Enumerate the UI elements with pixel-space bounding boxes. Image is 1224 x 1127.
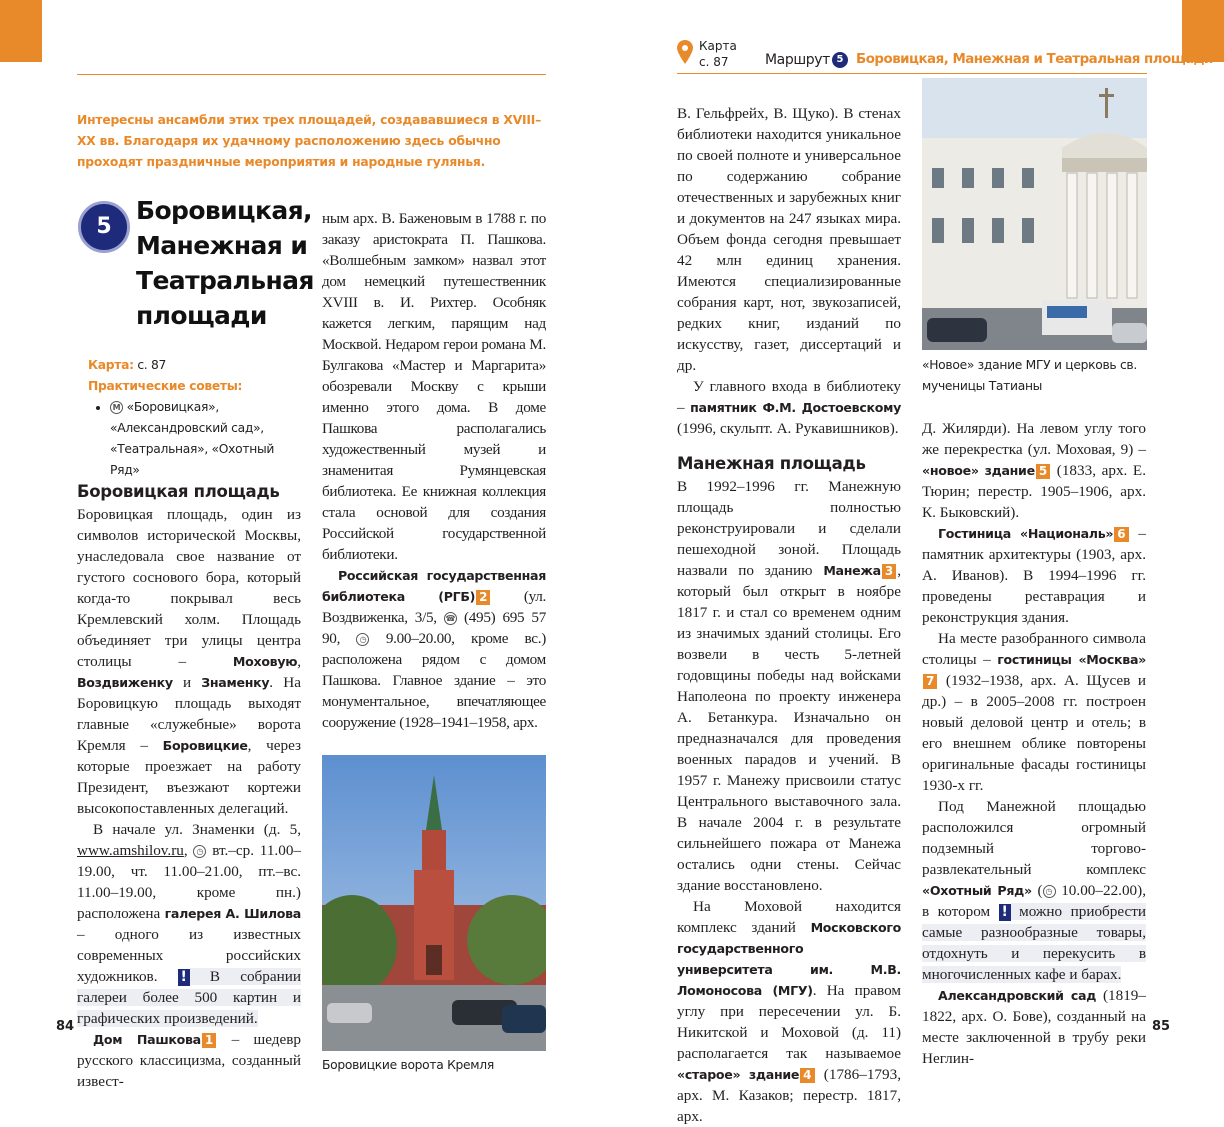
- column-1: [77, 479, 301, 1092]
- text: – памятник архитектуры (1903, арх. А. Иванов). В 1994–1996 гг. проведены реставрация и реконструкция здания.: [922, 525, 1146, 626]
- text: 10.00–22.00), в котором: [922, 882, 1147, 920]
- tip-item: [110, 397, 300, 481]
- text: В. Гельфрейх, В. Щуко). В стенах библиотеки находится уникальное по своей полноте и универсальное по содержанию собрание отечественных и зарубежных книг и документов на 247 языках мира. Объем фонда сегодня превышает 42 млн единиц хранения. Имеются специализированные собрания карт, нот, звукозаписей, редких книг, изданий по искусству, газет, диссертаций и др.: [677, 105, 902, 374]
- bold-term: галерея А. Шилова: [164, 906, 301, 921]
- page-number-right: 85: [1152, 1019, 1171, 1034]
- map-value: с. 87: [137, 358, 167, 372]
- paragraph: [77, 504, 301, 819]
- text: В 1992–1996 гг. Манежную площадь полностью реконструировали и сделали пешеходной зоной. Площадь назвали по зданию: [677, 478, 901, 579]
- header-map-ref: [699, 38, 737, 70]
- text: 9.00–20.00, кроме вс.) расположена рядом с домом Пашкова. Главное здание – это монументальное, впечатляющее сооружение (1928–1941–1958, арх.: [322, 630, 546, 731]
- bold-term: Московского государственного университета им. М.В. Ломоносова (МГУ): [677, 920, 901, 998]
- highlighted-text: можно приобрести самые разнообразные товары, отдохнуть и перекусить в многочисленных кафе и барах.: [922, 903, 1146, 983]
- header-rule-left: [77, 74, 546, 75]
- page-title: Боровицкая, Манежная и Театральная площади: [136, 196, 314, 330]
- paragraph: [677, 476, 901, 896]
- map-marker-number: 7: [923, 674, 937, 689]
- text: (1833, арх. Е. Тюрин; перестр. 1905–1906, арх. К. Быковский).: [922, 462, 1146, 521]
- text: (ул. Воздвиженка, 3/5,: [322, 588, 547, 626]
- column-2: [322, 208, 546, 1076]
- map-marker-number: 4: [800, 1068, 814, 1083]
- bold-term: «Охотный Ряд»: [922, 883, 1032, 898]
- bold-term: Боровицкие: [162, 738, 248, 753]
- intro-text: Интересны ансамбли этих трех площадей, создававшиеся в XVIII–XX вв. Благодаря их удачному расположению здесь обычно проходят праздничные мероприятия и народные гулянья.: [77, 113, 542, 169]
- section-heading: Боровицкая площадь: [77, 482, 280, 501]
- paragraph: [322, 208, 546, 565]
- paragraph: [922, 418, 1146, 523]
- paragraph: [322, 565, 546, 733]
- bold-term: Воздвиженку: [77, 675, 173, 690]
- paragraph: [77, 819, 301, 1029]
- map-marker-number: 3: [882, 564, 896, 579]
- text: На Моховой находится комплекс зданий: [677, 898, 901, 936]
- paragraph: [922, 796, 1146, 985]
- clock-icon: ◷: [1043, 885, 1056, 898]
- map-pin-icon: [677, 40, 693, 64]
- bold-term: Знаменку: [201, 675, 270, 690]
- bold-term: памятник Ф.М. Достоевскому: [690, 400, 902, 415]
- text: вт.–ср. 11.00–19.00, чт. 11.00–21.00, пт.–вс. 11.00–19.00, кроме пн.) расположена: [77, 842, 302, 922]
- photo-borovitskaya-gate: [322, 755, 546, 1051]
- text: , который был открыт в ноябре 1817 г. и стал со временем одним из значимых зданий столицы. Его возвели в честь 5-летней годовщины победы над войсками Наполеона по проекту инженера А. Бетанкура. Изначально он предназначался для проведения военных парадов и учений. В 1957 г. Манежу присвоили статус Центрального выставочного зала. В начале 2004 г. в результате сильнейшего пожара от Манежа остались одни стены. Сейчас здание восстановлено.: [677, 562, 901, 894]
- header-title: Боровицкая, Манежная и Театральная площади: [856, 52, 1213, 67]
- corner-tab-left: [0, 0, 42, 62]
- important-icon: !: [178, 969, 190, 986]
- text: (495) 695 57 90,: [322, 609, 546, 647]
- text: . На Боровицкую площадь выходят главные «служебные» ворота Кремля –: [77, 674, 301, 754]
- practical-info: [88, 355, 300, 481]
- text: и: [172, 674, 202, 691]
- text: (1996, скульпт. А. Рукавишников).: [677, 420, 899, 437]
- clock-icon: ◷: [193, 845, 206, 858]
- text: (1786–1793, арх. М. Казаков; перестр. 1817, арх.: [677, 1066, 902, 1125]
- tips-label: Практические советы:: [88, 379, 243, 393]
- bold-term: Моховую: [232, 654, 298, 669]
- important-icon: !: [999, 904, 1011, 921]
- text: (: [1031, 882, 1043, 899]
- header-route-badge: 5: [832, 52, 848, 68]
- text: Боровицкая площадь, один из символов исторической Москвы, унаследовала свое название от густого соснового бора, который когда-то покрывал весь Кремлевский холм. Площадь объединяет три улицы центра столицы –: [77, 506, 301, 670]
- header-map-label: Карта: [699, 39, 737, 53]
- column-2-text: [322, 208, 546, 733]
- map-label: Карта:: [88, 358, 134, 372]
- phone-icon: ☎: [445, 614, 456, 623]
- bold-term: «новое» здание: [922, 463, 1035, 478]
- photo-caption-right: «Новое» здание МГУ и церковь св. мученицы Татианы: [922, 358, 1137, 393]
- text: Под Манежной площадью расположился огромный подземный торгово-развлекательный комплекс: [922, 798, 1146, 878]
- map-marker-number: 6: [1114, 527, 1128, 542]
- bold-term: Манежа: [823, 563, 881, 578]
- highlighted-text: В собрании галереи более 500 картин и графических произведений.: [77, 968, 301, 1027]
- paragraph: [677, 896, 901, 1127]
- clock-icon: ◷: [356, 633, 369, 646]
- paragraph: [922, 985, 1146, 1069]
- header-route-label: Маршрут: [765, 52, 830, 68]
- text: В начале ул. Знаменки (д. 5,: [93, 821, 301, 838]
- text: – одного из известных современных российских художников.: [77, 926, 301, 985]
- paragraph: [77, 1029, 301, 1092]
- header-rule-right: [677, 73, 1147, 74]
- text: На месте разобранного символа столицы –: [922, 630, 1146, 668]
- route-badge: 5: [78, 201, 130, 253]
- header-map-page: с. 87: [699, 55, 729, 69]
- metro-icon: M: [110, 401, 123, 414]
- tip-text: «Боровицкая», «Александровский сад», «Театральная», «Охотный Ряд»: [110, 400, 275, 477]
- text: ,: [183, 842, 194, 859]
- photo-caption-left: Боровицкие ворота Кремля: [322, 1058, 494, 1072]
- bold-term: Александровский сад: [938, 988, 1097, 1003]
- paragraph: [677, 376, 901, 439]
- text: – шедевр русского классицизма, созданный извест-: [77, 1031, 302, 1090]
- photo-mgu-building: [922, 78, 1147, 350]
- map-marker-number: 5: [1036, 464, 1050, 479]
- map-marker-number: 2: [476, 590, 490, 605]
- map-marker-number: 1: [202, 1033, 216, 1048]
- text: Д. Жилярди). На левом углу того же перекрестка (ул. Моховая, 9) –: [922, 420, 1146, 458]
- text: ,: [297, 653, 301, 670]
- bold-term: «старое» здание: [677, 1067, 800, 1082]
- paragraph: [922, 628, 1146, 796]
- text: У главного входа в библиотеку –: [677, 378, 901, 416]
- bold-term: Российская государственная библиотека (РГБ): [322, 568, 546, 604]
- paragraph: [922, 523, 1146, 628]
- page-number-left: 84: [56, 1019, 75, 1034]
- text: (1819–1822, арх. О. Бове), созданный на месте заключенной в трубу реки Неглин-: [922, 987, 1146, 1067]
- text: ным арх. В. Баженовым в 1788 г. по заказу аристократа П. Пашкова. «Волшебным замком» назвал этот дом немецкий путешественник XVIII в. И. Рихтер. Особняк кажется легким, парящим над Москвой. Недаром герои романа М. Булгакова «Мастер и Маргарита» обозревали Москву с крыши именно этого дома. В доме Пашкова располагались художественный музей и знаменитая Румянцевская библиотека. Ее книжная коллекция стала основой для создания Российской государственной библиотеки.: [322, 210, 546, 563]
- column-4: [922, 418, 1146, 1069]
- text: . На правом углу при пересечении ул. Б. Никитской и Моховой (д. 11) располагается так называемое: [677, 982, 902, 1062]
- bold-term: гостиницы «Москва»: [997, 652, 1146, 667]
- text: (1932–1938, арх. А. Щусев и др.) – в 2005–2008 гг. построен новый деловой центр и отель; в его внешнем облике повторены оригинальные фасады гостиницы 1930-х гг.: [922, 672, 1146, 794]
- website-link[interactable]: www.amshilov.ru: [77, 842, 184, 859]
- column-3: [677, 103, 901, 1127]
- bold-term: Гостиница «Националь»: [938, 526, 1114, 541]
- paragraph: [677, 103, 901, 376]
- text: , через которые проезжает на работу Президент, въезжают кортежи высокопоставленных делегаций.: [77, 737, 302, 817]
- section-heading: Манежная площадь: [677, 454, 866, 473]
- bold-term: Дом Пашкова: [93, 1032, 201, 1047]
